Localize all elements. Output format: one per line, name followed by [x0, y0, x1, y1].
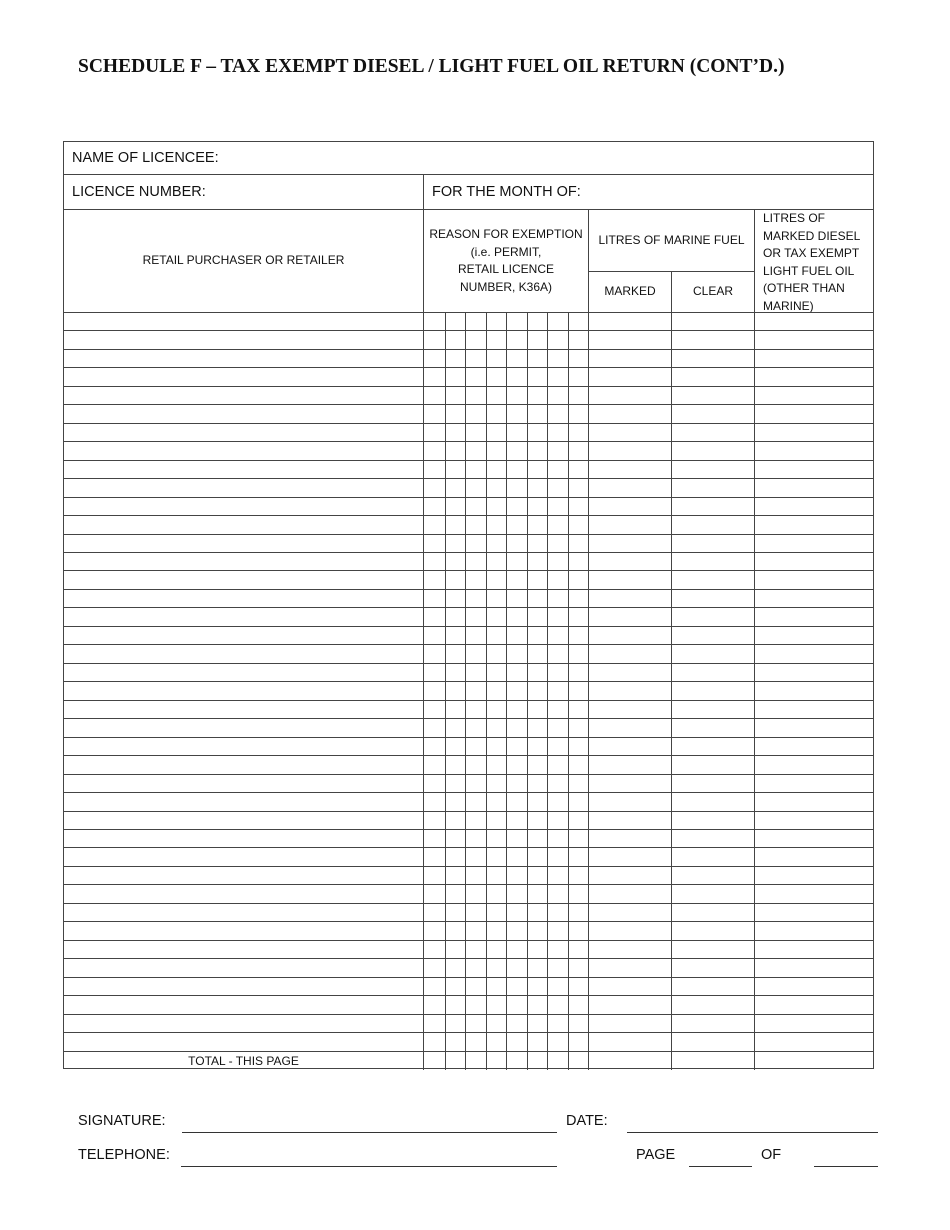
- page-label: PAGE: [636, 1147, 676, 1163]
- table-row[interactable]: [64, 996, 873, 1013]
- table-row[interactable]: [64, 941, 873, 958]
- table-row[interactable]: [64, 719, 873, 736]
- header-reason-line: NUMBER, K36A): [459, 279, 553, 294]
- table-row[interactable]: [64, 553, 873, 570]
- licence-number-label: LICENCE NUMBER:: [72, 184, 206, 200]
- total-label-text: TOTAL - THIS PAGE: [188, 1054, 299, 1068]
- signature-label: SIGNATURE:: [78, 1113, 166, 1129]
- table-row[interactable]: [64, 1015, 873, 1032]
- table-row[interactable]: [64, 627, 873, 644]
- table-body: [64, 313, 873, 1070]
- header-clear-text: CLEAR: [692, 284, 733, 299]
- page-number-field[interactable]: [689, 1166, 752, 1167]
- table-row[interactable]: [64, 442, 873, 459]
- telephone-label: TELEPHONE:: [78, 1147, 170, 1163]
- table-row[interactable]: [64, 590, 873, 607]
- table-row[interactable]: [64, 645, 873, 662]
- header-purchaser: [64, 210, 423, 312]
- header-purchaser-text: RETAIL PURCHASER OR RETAILER: [142, 253, 345, 268]
- table-row[interactable]: [64, 904, 873, 921]
- table-row[interactable]: [64, 608, 873, 625]
- header-other: [763, 210, 873, 315]
- table-row[interactable]: [64, 461, 873, 478]
- table-row[interactable]: [64, 682, 873, 699]
- table-row[interactable]: [64, 331, 873, 348]
- table-row[interactable]: [64, 516, 873, 533]
- table-row[interactable]: [64, 978, 873, 995]
- table-row[interactable]: [64, 848, 873, 865]
- header-marine-text: LITRES OF MARINE FUEL: [598, 232, 745, 247]
- of-label: OF: [761, 1147, 782, 1163]
- month-field[interactable]: [424, 175, 873, 209]
- table-row[interactable]: [64, 775, 873, 792]
- table-row[interactable]: [64, 535, 873, 552]
- table-row[interactable]: [64, 424, 873, 441]
- table-row[interactable]: [64, 387, 873, 404]
- table-row[interactable]: [64, 313, 873, 330]
- table-row[interactable]: [64, 959, 873, 976]
- month-label: FOR THE MONTH OF:: [432, 184, 581, 200]
- table-row[interactable]: [64, 793, 873, 810]
- header-reason-line: RETAIL LICENCE: [457, 262, 555, 276]
- header-reason-line: REASON FOR EXEMPTION: [429, 227, 583, 241]
- table-row[interactable]: [64, 812, 873, 829]
- table-row[interactable]: [64, 830, 873, 847]
- table-row[interactable]: [64, 922, 873, 939]
- table-row[interactable]: [64, 885, 873, 902]
- table-row[interactable]: [64, 479, 873, 496]
- licencee-name-field[interactable]: [64, 142, 873, 174]
- header-clear: [672, 272, 754, 312]
- table-row[interactable]: [64, 368, 873, 385]
- header-other-line: LITRES OF: [763, 211, 826, 225]
- header-other-line: MARKED DIESEL: [763, 228, 861, 243]
- table-row[interactable]: [64, 405, 873, 422]
- header-reason-line: (i.e. PERMIT,: [470, 244, 542, 259]
- table-row[interactable]: [64, 350, 873, 367]
- document-title: SCHEDULE F – TAX EXEMPT DIESEL / LIGHT FUEL OIL RETURN (CONT’D.): [78, 56, 785, 77]
- signature-field[interactable]: [182, 1132, 557, 1133]
- total-label: [64, 1052, 423, 1070]
- header-reason: [424, 226, 588, 296]
- return-form: [63, 141, 874, 1069]
- table-row[interactable]: [64, 571, 873, 588]
- table-row[interactable]: [64, 701, 873, 718]
- licence-number-field[interactable]: [64, 175, 423, 209]
- table-row[interactable]: [64, 498, 873, 515]
- licencee-name-label: NAME OF LICENCEE:: [72, 150, 219, 166]
- header-marked: [589, 272, 671, 312]
- telephone-field[interactable]: [181, 1166, 557, 1167]
- header-other-line: MARINE): [763, 298, 814, 313]
- table-row[interactable]: [64, 756, 873, 773]
- table-row[interactable]: [64, 867, 873, 884]
- date-field[interactable]: [627, 1132, 878, 1133]
- header-marine: [589, 210, 754, 271]
- date-label: DATE:: [566, 1113, 608, 1129]
- table-row[interactable]: [64, 738, 873, 755]
- header-marked-text: MARKED: [604, 284, 656, 299]
- header-other-line: (OTHER THAN: [763, 281, 845, 295]
- page-total-field[interactable]: [814, 1166, 878, 1167]
- header-other-line: LIGHT FUEL OIL: [763, 263, 855, 278]
- header-other-line: OR TAX EXEMPT: [763, 246, 860, 260]
- table-row[interactable]: [64, 664, 873, 681]
- table-row[interactable]: [64, 1033, 873, 1050]
